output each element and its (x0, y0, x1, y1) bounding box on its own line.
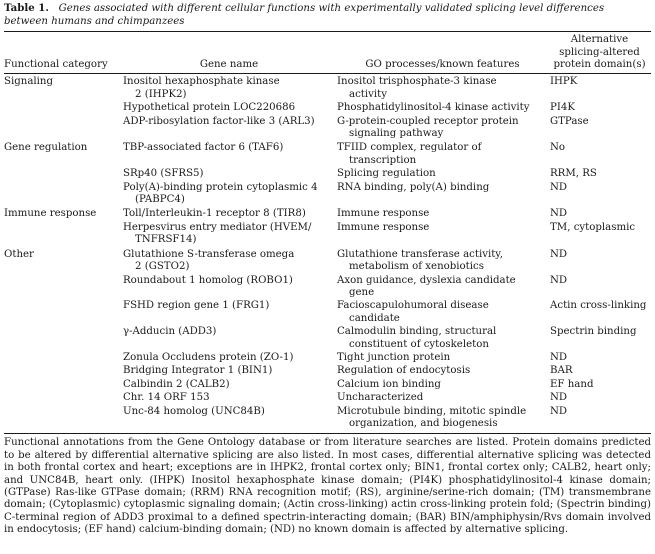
cell-category (4, 352, 123, 365)
cell-category (4, 392, 123, 405)
table-caption (4, 2, 651, 28)
go-line: RNA binding, poly(A) binding (337, 181, 490, 193)
go-line: activity (349, 88, 387, 100)
cell-domain: GTPase (550, 115, 589, 127)
go-line: Regulation of endocytosis (337, 365, 471, 377)
table-row (4, 207, 651, 221)
cell-gene (123, 352, 337, 365)
gene-line: Inositol hexaphosphate kinase (123, 76, 280, 88)
gene-line: 2 (GSTO2) (135, 261, 190, 273)
table-row (4, 116, 651, 142)
cell-category (4, 300, 123, 326)
cell-domain: RRM, RS (550, 168, 597, 180)
gene-line: TNFRSF14) (135, 234, 197, 246)
cell-domain: BAR (550, 365, 573, 377)
go-line: transcription (349, 154, 417, 166)
cell-go (337, 248, 550, 275)
cell-gene (123, 76, 337, 102)
cell-domain: Actin cross-linking (550, 300, 647, 312)
gene-line: Poly(A)-binding protein cytoplasmic 4 (123, 181, 318, 193)
go-line: G-protein-coupled receptor protein (337, 115, 519, 127)
table-row (4, 392, 651, 405)
cell-gene (123, 222, 337, 248)
cell-gene (123, 365, 337, 378)
caption-text: Genes associated with different cellular functions with experimentally validated splicing level differences between humans and chimpanzees (4, 3, 605, 27)
cell-gene (123, 248, 337, 275)
cell-domain: ND (550, 181, 568, 193)
gene-line: SRp40 (SFRS5) (123, 168, 204, 180)
table-row (4, 222, 651, 248)
gene-line: (PABPC4) (135, 194, 185, 206)
go-line: constituent of cytoskeleton (349, 338, 489, 350)
table-row (4, 326, 651, 352)
gene-line: FSHD region gene 1 (FRG1) (123, 300, 270, 312)
cell-category: Other (4, 248, 34, 260)
caption-label: Table 1. (4, 2, 49, 14)
cell-gene (123, 182, 337, 208)
cell-domain: No (550, 142, 566, 154)
table-row (4, 379, 651, 392)
gene-line: Bridging Integrator 1 (BIN1) (123, 365, 273, 377)
table-row (4, 365, 651, 378)
cell-domain: ND (550, 351, 568, 363)
cell-go (337, 76, 550, 102)
cell-go (337, 300, 550, 326)
go-line: Inositol trisphosphate-3 kinase (337, 76, 497, 88)
header-row (4, 32, 651, 74)
table-row (4, 352, 651, 365)
table-row (4, 182, 651, 208)
gene-line: Unc-84 homolog (UNC84B) (123, 405, 265, 417)
cell-gene (123, 300, 337, 326)
table-row (4, 406, 651, 432)
cell-go (337, 168, 550, 181)
cell-go (337, 392, 550, 405)
cell-domain: ND (550, 392, 568, 404)
cell-gene (123, 406, 337, 432)
cell-gene (123, 116, 337, 142)
go-line: TFIID complex, regulator of (337, 142, 482, 154)
cell-go (337, 275, 550, 301)
table-row (4, 275, 651, 301)
go-line: Glutathione transferase activity, (337, 248, 503, 260)
cell-domain: TM, cytoplasmic (550, 221, 636, 233)
gene-line: 2 (IHPK2) (135, 88, 187, 100)
go-line: Calmodulin binding, structural (337, 326, 497, 338)
cell-category: Gene regulation (4, 142, 88, 154)
cell-gene (123, 379, 337, 392)
go-line: Immune response (337, 208, 430, 220)
cell-category (4, 182, 123, 208)
go-line: Immune response (337, 221, 430, 233)
table-row (4, 102, 651, 115)
cell-domain: PI4K (550, 102, 575, 114)
cell-category (4, 222, 123, 248)
cell-gene (123, 141, 337, 168)
go-line: gene (349, 286, 375, 298)
go-line: Facioscapulohumoral disease (337, 300, 489, 312)
table-body (4, 74, 651, 434)
cell-gene (123, 168, 337, 181)
cell-go (337, 116, 550, 142)
cell-gene (123, 392, 337, 405)
header-domain: Alternative splicing-altered protein domain(s) (553, 34, 646, 70)
cell-category: Signaling (4, 76, 53, 88)
table-row (4, 168, 651, 181)
go-line: Microtubule binding, mitotic spindle (337, 405, 527, 417)
gene-line: Chr. 14 ORF 153 (123, 392, 210, 404)
gene-line: Calbindin 2 (CALB2) (123, 378, 230, 390)
go-line: signaling pathway (349, 128, 444, 140)
cell-domain: IHPK (550, 76, 578, 88)
go-line: metabolism of xenobiotics (349, 261, 484, 273)
gene-line: Herpesvirus entry mediator (HVEM/ (123, 221, 312, 233)
cell-gene (123, 275, 337, 301)
cell-go (337, 365, 550, 378)
cell-go (337, 141, 550, 168)
gene-line: γ-Adducin (ADD3) (123, 326, 217, 338)
go-line: Splicing regulation (337, 168, 436, 180)
go-line: Tight junction protein (337, 351, 451, 363)
cell-category: Immune response (4, 208, 97, 220)
go-line: organization, and biogenesis (349, 417, 498, 429)
cell-domain: EF hand (550, 378, 594, 390)
cell-category (4, 406, 123, 432)
header-go: GO processes/known features (365, 59, 520, 70)
cell-gene (123, 207, 337, 221)
table-row (4, 248, 651, 275)
cell-domain: ND (550, 248, 568, 260)
gene-line: Hypothetical protein LOC220686 (123, 102, 296, 114)
gene-line: Zonula Occludens protein (ZO-1) (123, 351, 294, 363)
cell-go (337, 352, 550, 365)
cell-go (337, 406, 550, 432)
cell-gene (123, 326, 337, 352)
cell-go (337, 222, 550, 248)
cell-category (4, 365, 123, 378)
header-category: Functional category (4, 59, 108, 70)
cell-domain: ND (550, 208, 568, 220)
gene-line: ADP-ribosylation factor-like 3 (ARL3) (123, 115, 315, 127)
header-gene: Gene name (199, 59, 259, 70)
gene-line: Toll/Interleukin-1 receptor 8 (TIR8) (123, 208, 306, 220)
cell-gene (123, 102, 337, 115)
cell-domain: ND (550, 274, 568, 286)
cell-domain: ND (550, 405, 568, 417)
table-row (4, 141, 651, 168)
go-line: candidate (349, 312, 400, 324)
table-row (4, 76, 651, 102)
cell-go (337, 326, 550, 352)
cell-category (4, 168, 123, 181)
cell-category (4, 102, 123, 115)
cell-category (4, 326, 123, 352)
go-line: Phosphatidylinositol-4 kinase activity (337, 102, 530, 114)
cell-category (4, 379, 123, 392)
table-footnote: Functional annotations from the Gene Ontology database or from literature searches are listed. Protein domains predicted to be altered by differential alternative splicing are also listed. In most cases, differential alternative splicing was detected in both frontal cortex and heart; exceptions are in IHPK2, frontal cortex only; BIN1, frontal cortex only; CALB2, heart only; and UNC84B, heart only. (IHPK) Inositol hexaphosphate kinase domain; (PI4K) phosphatidylinositol-4 kinase domain; (GTPase) Ras-like GTPase domain; (RRM) RNA recognition motif; (RS), arginine/serine-rich domain; (TM) transmembrane domain; (Cytoplasmic) cytoplasmic signaling domain; (Actin cross-linking) actin cross-linking protein fold; (Spectrin binding) C-terminal region of ADD3 proximal to a defined spectrin-interacting domain; (BAR) BIN/amphiphysin/Rvs domain involved in endocytosis; (EF hand) calcium-binding domain; (ND) no known domain is affected by alternative splicing. (4, 437, 651, 536)
gene-line: Roundabout 1 homolog (ROBO1) (123, 274, 293, 286)
gene-line: Glutathione S-transferase omega (123, 248, 295, 260)
table-row (4, 300, 651, 326)
go-line: Axon guidance, dyslexia candidate (337, 274, 516, 286)
gene-table (4, 31, 651, 434)
cell-go (337, 102, 550, 115)
cell-go (337, 379, 550, 392)
cell-category (4, 116, 123, 142)
go-line: Uncharacterized (337, 392, 424, 404)
cell-category (4, 275, 123, 301)
cell-go (337, 207, 550, 221)
go-line: Calcium ion binding (337, 378, 441, 390)
cell-domain: Spectrin binding (550, 326, 637, 338)
gene-line: TBP-associated factor 6 (TAF6) (123, 142, 284, 154)
cell-go (337, 182, 550, 208)
